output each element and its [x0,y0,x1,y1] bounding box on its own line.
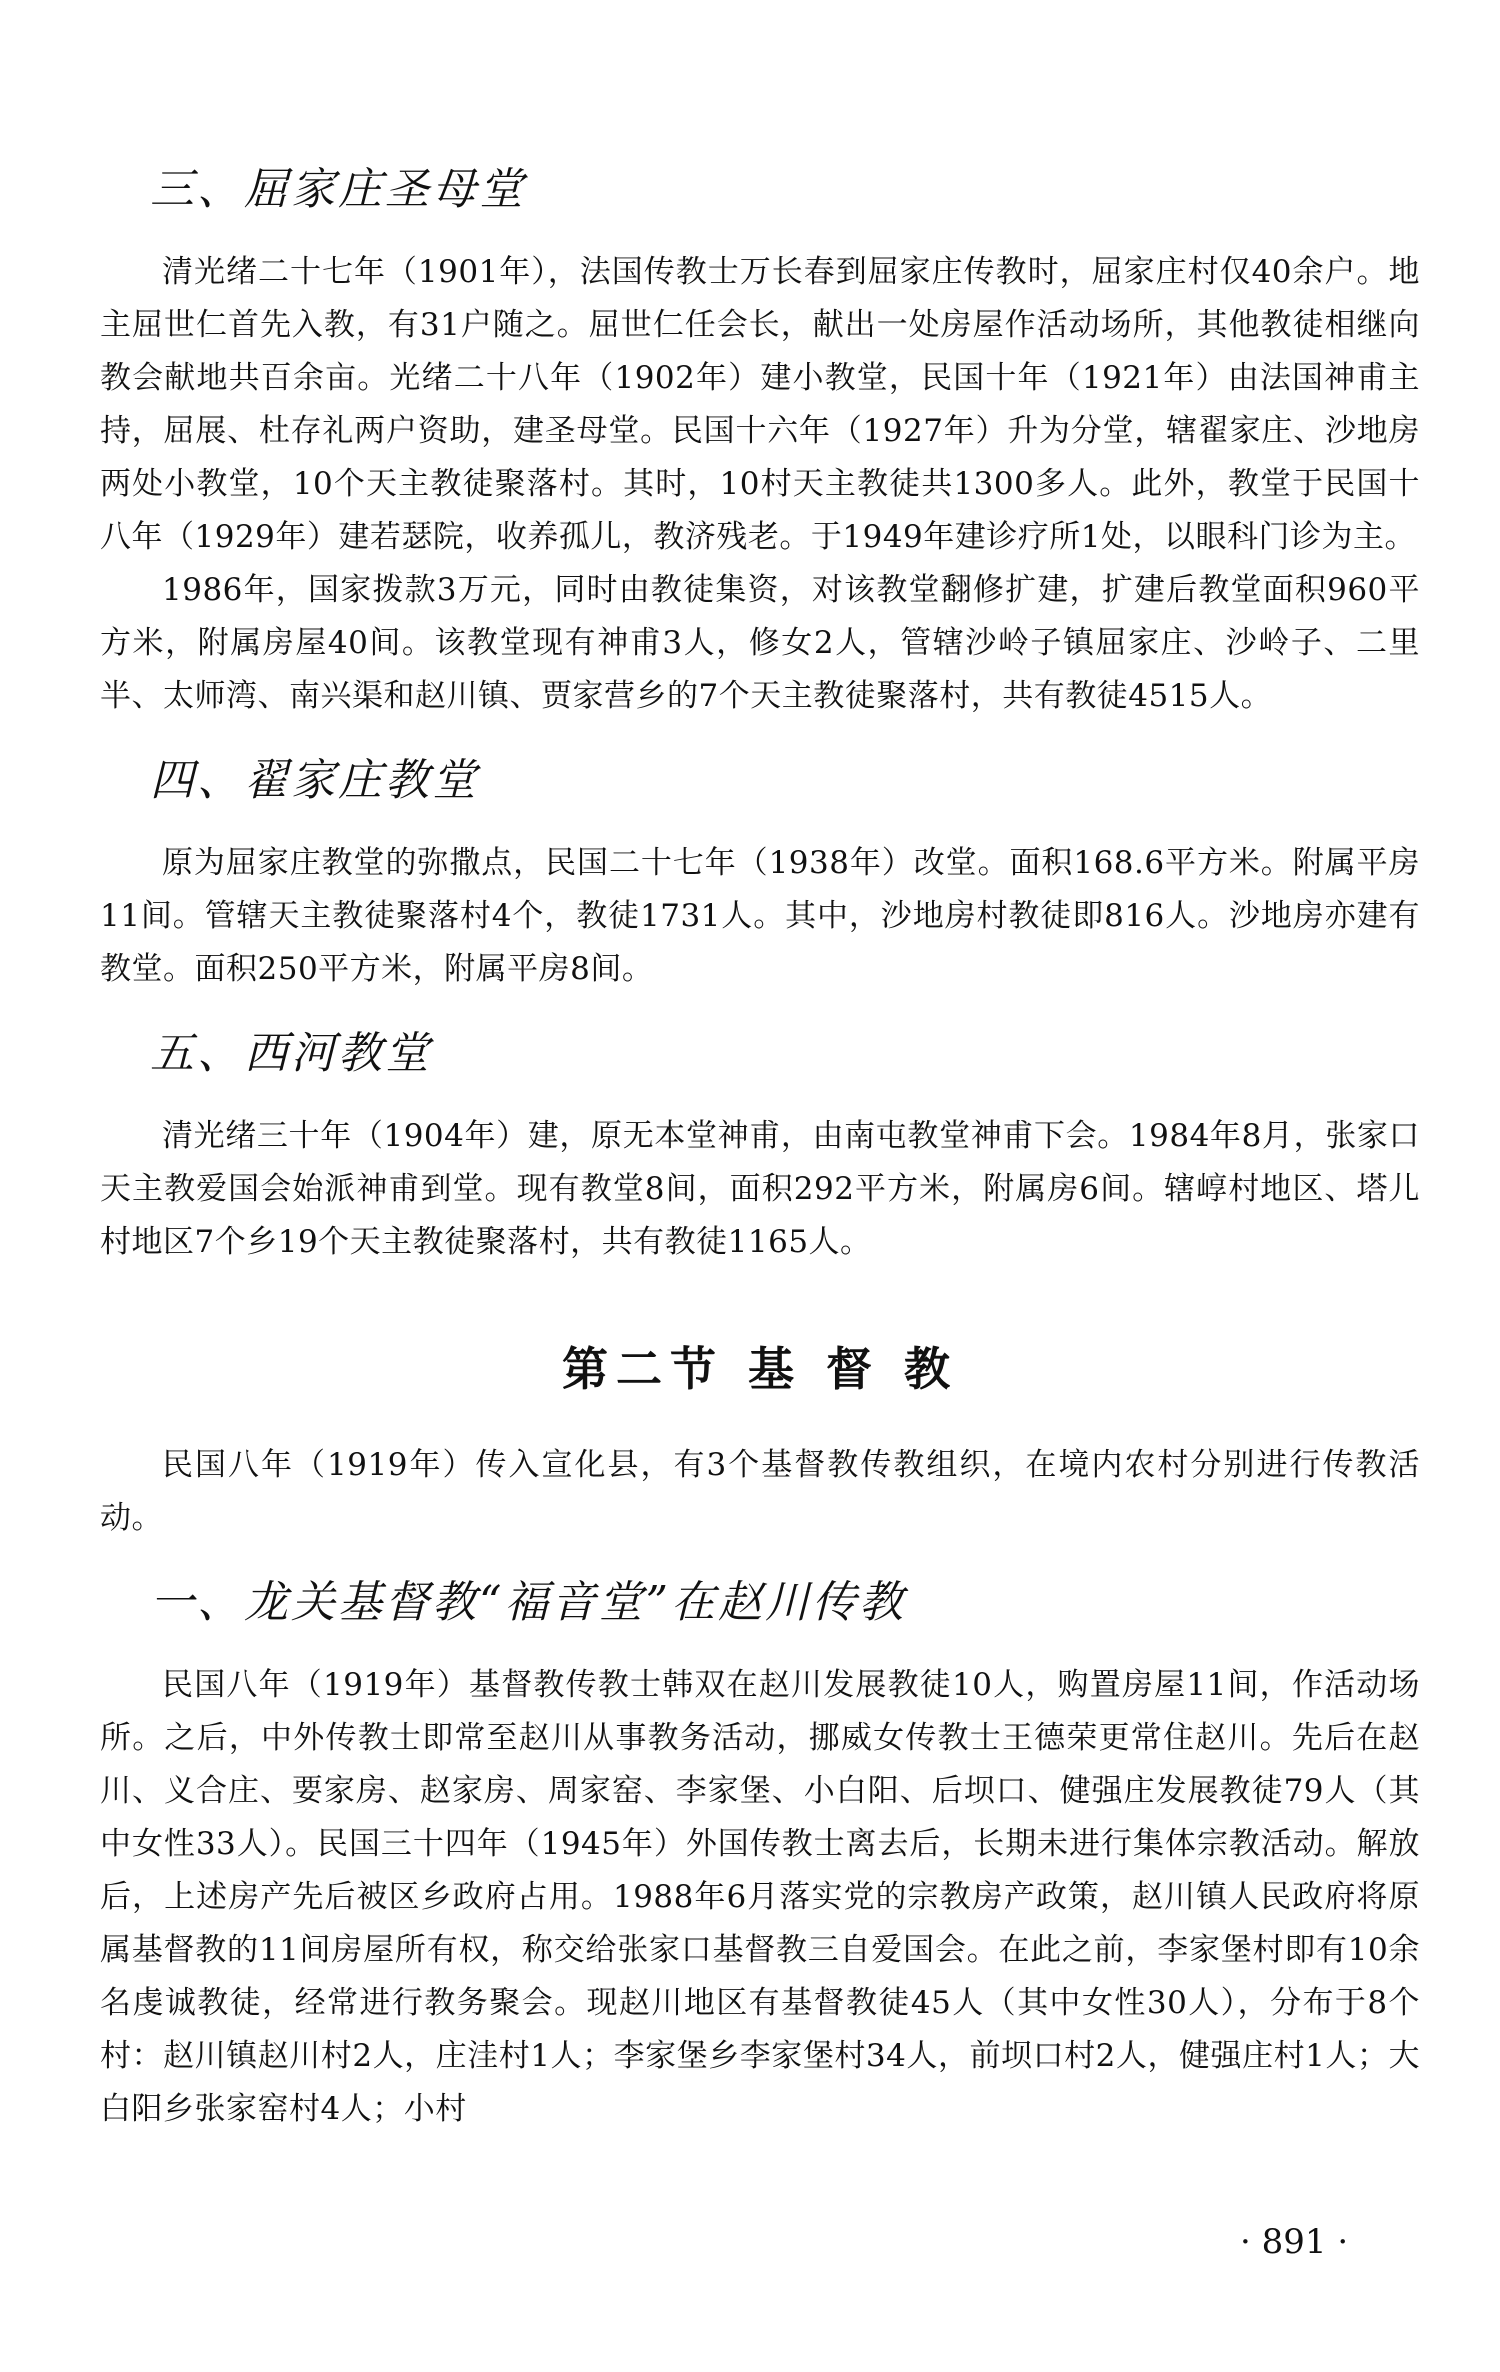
chapter-title: 第二节 基 督 教 [561,1342,959,1396]
paragraph: 民国八年（1919年）基督教传教士韩双在赵川发展教徒10人，购置房屋11间，作活动场所。之后，中外传教士即常至赵川从事教务活动，挪威女传教士王德荣更常住赵川。先后在赵川、义合庄、要家房、赵家房、周家窑、李家堡、小白阳、后坝口、健强庄发展教徒79人（其中女性33人）。民国三十四年（1945年）外国传教士离去后，长期未进行集体宗教活动。解放后，上述房产先后被区乡政府占用。1988年6月落实党的宗教房产政策，赵川镇人民政府将原属基督教的11间房屋所有权，称交给张家口基督教三自爱国会。在此之前，李家堡村即有10余名虔诚教徒，经常进行教务聚会。现赵川地区有基督教徒45人（其中女性30人），分布于8个村：赵川镇赵川村2人，庄洼村1人；李家堡乡李家堡村34人，前坝口村2人，健强庄村1人；大白阳乡张家窑村4人；小村 [100,1667,1420,2127]
paragraph: 原为屈家庄教堂的弥撒点，民国二十七年（1938年）改堂。面积168.6平方米。附属平房11间。管辖天主教徒聚落村4个，教徒1731人。其中，沙地房村教徒即816人。沙地房亦建有教堂。面积250平方米，附属平房8间。 [100,845,1420,987]
subsection-heading-longguan: 一、龙关基督教“福音堂”在赵川传教 [150,1577,906,1628]
page-number: · 891 · [1240,2222,1349,2262]
section-heading-zhaijiazhuang: 四、翟家庄教堂 [150,755,479,806]
paragraph: 1986年，国家拨款3万元，同时由教徒集资，对该教堂翻修扩建，扩建后教堂面积960平方米，附属房屋40间。该教堂现有神甫3人，修女2人，管辖沙岭子镇屈家庄、沙岭子、二里半、太师湾、南兴渠和赵川镇、贾家营乡的7个天主教徒聚落村，共有教徒4515人。 [100,572,1420,714]
page-content [100,160,1420,2136]
paragraph: 清光绪二十七年（1901年），法国传教士万长春到屈家庄传教时，屈家庄村仅40余户。地主屈世仁首先入教，有31户随之。屈世仁任会长，献出一处房屋作活动场所，其他教徒相继向教会献地共百余亩。光绪二十八年（1902年）建小教堂，民国十年（1921年）由法国神甫主持，屈展、杜存礼两户资助，建圣母堂。民国十六年（1927年）升为分堂，辖翟家庄、沙地房两处小教堂，10个天主教徒聚落村。其时，10村天主教徒共1300多人。此外，教堂于民国十八年（1929年）建若瑟院，收养孤儿，教济残老。于1949年建诊疗所1处，以眼科门诊为主。 [100,254,1420,555]
section-heading-xihe: 五、西河教堂 [150,1028,432,1079]
section-heading-quejiazhuang: 三、屈家庄圣母堂 [150,164,526,215]
paragraph: 民国八年（1919年）传入宣化县，有3个基督教传教组织，在境内农村分别进行传教活动。 [100,1447,1420,1536]
paragraph: 清光绪三十年（1904年）建，原无本堂神甫，由南屯教堂神甫下会。1984年8月，张家口天主教爱国会始派神甫到堂。现有教堂8间，面积292平方米，附属房6间。辖崞村地区、塔儿村地区7个乡19个天主教徒聚落村，共有教徒1165人。 [100,1118,1420,1260]
